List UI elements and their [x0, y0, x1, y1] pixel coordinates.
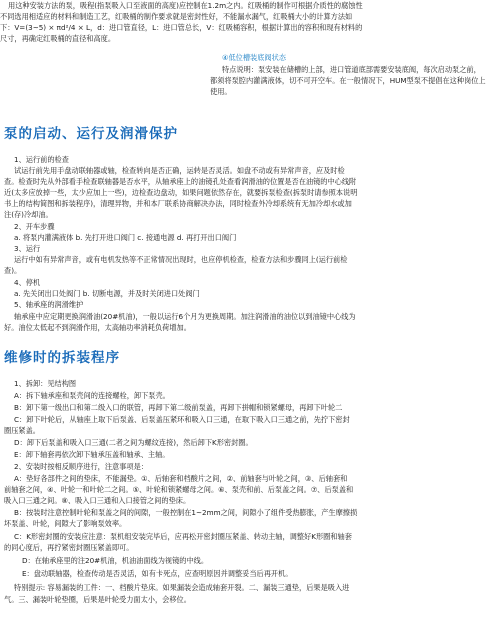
section4-line-1: 特点说明：泵安装在储槽的上部，进口管道底部需要安装底阀，每次启动泵之前，	[222, 65, 481, 74]
maint-e2: E：盘动联轴器，检查传动是否灵活，如有卡死点，应查明原因并调整妥当后再开机。	[22, 569, 293, 578]
special-note-line-1: 特别提示: 容易漏装的工件：一、档酸片垫床。如果漏装会造成轴套开裂。二、漏装三通垫，后果是吸入进	[14, 583, 350, 592]
intro-line-1: 用这种安装方法的泵，吸程(指泵吸入口至液面的高度)应控制在1.2m之内。红吸桶的制作可根据介质性的腐蚀性	[8, 1, 363, 10]
section4-title: ④低位槽装底阀状态	[222, 53, 286, 62]
intro-line-2: 不同选用相适应的材料和制造工艺，红吸桶的制作要求就是密封性好，不能漏水漏气，红吸桶大小的计算方法如	[0, 12, 353, 21]
startup-s3-line-2: 查)。	[4, 266, 22, 275]
maint-a2-line-1: A：垫好各部件之间的垫床，不能漏垫。①、后轴套和档酸片之间，②、前轴套与叶轮之间，③、后轴套和	[14, 474, 348, 483]
maint-step-2: 2、安装时按相反顺序进行，注意事项是：	[14, 462, 148, 471]
startup-s1-line-3: 近(太多应放掉一些，太少应加上一些)，边检查边盘动，如果问题依然存在，就要拆泵检查(拆泵时请参照本说明	[4, 188, 358, 197]
maint-d: D：卸下后泵盖和吸入口三通(二者之间为螺纹连接)，然后卸下K形密封圈。	[14, 438, 253, 447]
startup-step-1: 1、运行前的检查	[14, 155, 69, 164]
maint-c2-line-1: C：K形密封圈的安装应注意：泵机组安装完毕后，应再松开密封圈压紧盖、转动主轴，调整好K形圈和轴套	[14, 532, 352, 541]
maint-c-line-1: C：卸下叶轮后，从轴座上取下后泵盖、后泵盖压紧环和吸入口三通，在取下吸入口三通之前，先拧下密封	[14, 415, 350, 424]
startup-s1-line-1: 试运行前先用手盘动联轴器或轴，检查转向是否正确，运转是否灵活。如盘不动或有异常声音，应及时检	[14, 166, 345, 175]
startup-s1-line-2: 查。检查时先从外部看手检查联轴器是否水平，从轴承座上的油镜孔处查看润滑油的位置是否在油镜的中心线附	[4, 177, 357, 186]
startup-s4-steps: a. 先关闭出口处阀门 b. 切断电源，并及时关闭进口处阀门	[14, 289, 200, 298]
maint-e: E：卸下轴套再依次卸下轴承压盖和轴承、主轴。	[14, 450, 170, 459]
heading-startup-lubrication: 泵的启动、运行及润滑保护	[4, 126, 178, 142]
maint-a: A：拆下轴承座和泵壳间的连接螺栓，卸下泵壳。	[14, 391, 170, 400]
maint-c-line-2: 圈压紧盖。	[4, 426, 40, 435]
special-note-line-2: 气。三、漏装叶轮垫圈，后果是叶轮受力面太小，会移位。	[4, 595, 191, 604]
heading-maintenance-disassembly: 维修时的拆装程序	[4, 350, 120, 366]
section4-line-2: 都须将泵腔内灌满液体，切不可开空车。在一般情况下，HUM型泵不提倡在这种岗位上	[210, 76, 486, 85]
startup-step-4: 4、停机	[14, 278, 41, 287]
section4-line-3: 使用。	[210, 87, 232, 96]
startup-s5-line-1: 轴承座中应定期更换润滑油(20#机油)，一般以运行6个月为更换周期。加注润滑油的油位以到油镜中心线为	[14, 312, 356, 321]
startup-s1-line-4: 书上的结构简图和拆装程序)，清理异物，并和本厂联系协商解决办法，同时检查外冷却系统有无加冷却水或加	[4, 199, 352, 208]
maint-step-1: 1、拆卸：见结构图	[14, 379, 77, 388]
maint-c2-line-2: 的同心度后，再拧紧密封圈压紧盖即可。	[4, 543, 134, 552]
startup-step-2: 2、开车步骤	[14, 222, 55, 231]
startup-s3-line-1: 运行中如有异常声音，或有电机发热等不正常情况出现时，也应停机检查，检查方法和步骤同上(运行前检	[14, 255, 348, 264]
startup-step-3: 3、运行	[14, 244, 41, 253]
maint-a2-line-3: 吸入口三通之间。⑧、吸入口三通和入口接管之间的垫床。	[4, 496, 191, 505]
intro-line-4: 尺寸，再确定红吸桶的直径和高度。	[0, 34, 116, 43]
startup-s1-line-5: 注(存)冷却油。	[4, 210, 53, 219]
maint-b2-line-1: B：按装时注意控制叶轮和泵盖之间的间隙，一般控制在1~2mm之间，间隙小了组件受热膨胀，产生摩擦损	[14, 508, 358, 517]
maint-a2-line-2: 前轴套之间，④、叶轮一和叶轮二之间。⑤、叶轮和锁紧螺母之间。⑥、泵壳和前、后泵盖之间。⑦、后泵盖和	[4, 485, 354, 494]
startup-step-5: 5、轴承座的润滑维护	[14, 300, 84, 309]
maint-b: B：卸下第一级出口和第二级入口的联管，再卸下第二级前泵盖，再卸下拼帽和锁紧螺母，再卸下叶轮二	[14, 403, 343, 412]
intro-line-3: 下：V=(3~5) × πd²/4 × L，d：进口管直径，L：进口管总长，V：红吸桶容积，根据计算出的容积和现有材料的	[0, 23, 363, 32]
maint-b2-line-2: 坏泵盖、叶轮，间隙大了影响泵效率。	[4, 519, 127, 528]
startup-s5-line-2: 好。油位太低起不到润滑作用，太高轴功率消耗负荷增加。	[4, 323, 191, 332]
maint-d2: D：在轴承座里的注20#机油，机油油面线为视镜的中线。	[22, 556, 209, 565]
startup-s2-steps: a. 将泵内灌满液体 b. 先打开进口阀门 c. 接通电源 d. 再打开出口阀门	[14, 233, 237, 242]
